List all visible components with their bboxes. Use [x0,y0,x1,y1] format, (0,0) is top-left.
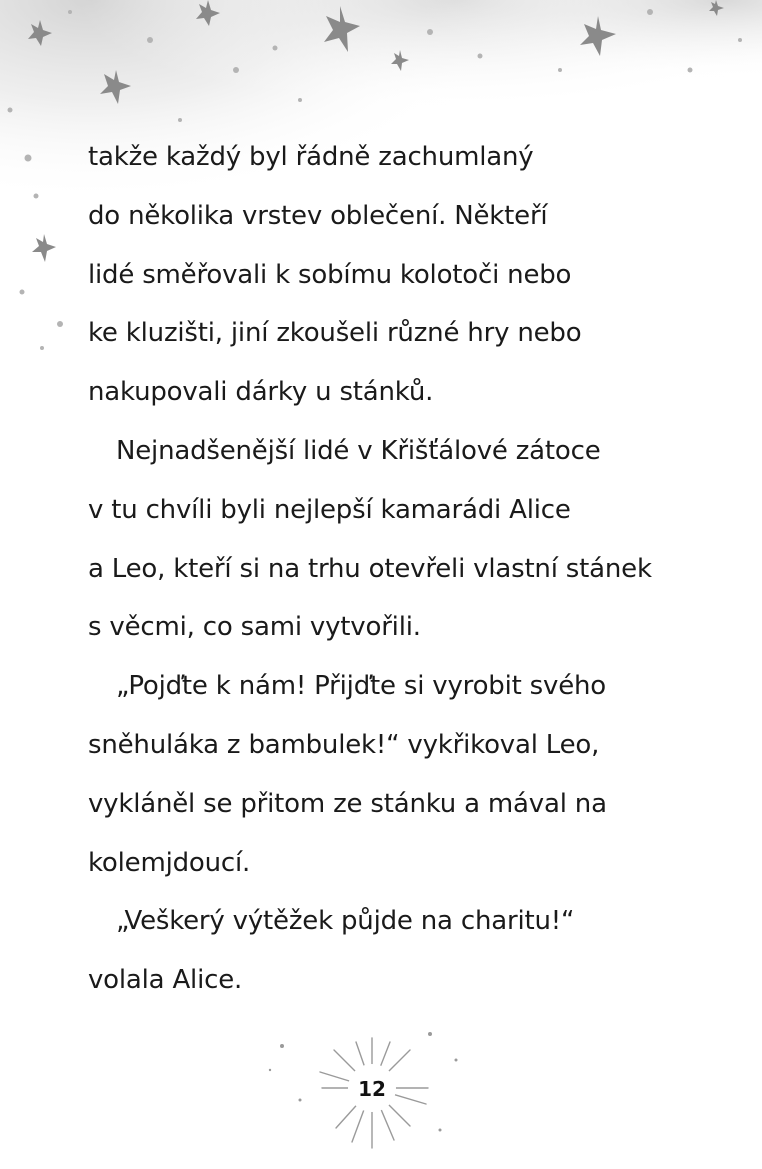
body-text [88,128,728,1010]
text-line: v tu chvíli byli nejlepší kamarádi Alice [88,494,571,525]
text-line: lidé směřovali k sobímu kolotoči nebo [88,259,572,290]
text-line: kolemjdoucí. [88,847,251,878]
text-line: do několika vrstev oblečení. Někteří [88,200,548,231]
text-line: ke kluzišti, jiní zkoušeli různé hry nebo [88,318,582,349]
text-line: takže každý byl řádně zachumlaný [88,142,534,172]
text-line: sněhuláka z bambulek!“ vykřikoval Leo, [88,729,600,760]
text-line: Nejnadšenější lidé v Křišťálové zátoce [116,435,601,466]
text-line: „Pojďte k nám! Přijďte si vyrobit svého [116,671,606,702]
page-number: 12 [358,1077,386,1101]
text-line: s věcmi, co sami vytvořili. [88,612,421,643]
text-line: nakupovali dárky u stánků. [88,377,434,408]
text-line: a Leo, kteří si na trhu otevřeli vlastní stánek [88,553,652,584]
text-line: volala Alice. [88,965,243,996]
text-line: vykláněl se přitom ze stánku a mával na [88,788,607,819]
text-line: „Veškerý výtěžek půjde na charitu!“ [116,906,575,937]
